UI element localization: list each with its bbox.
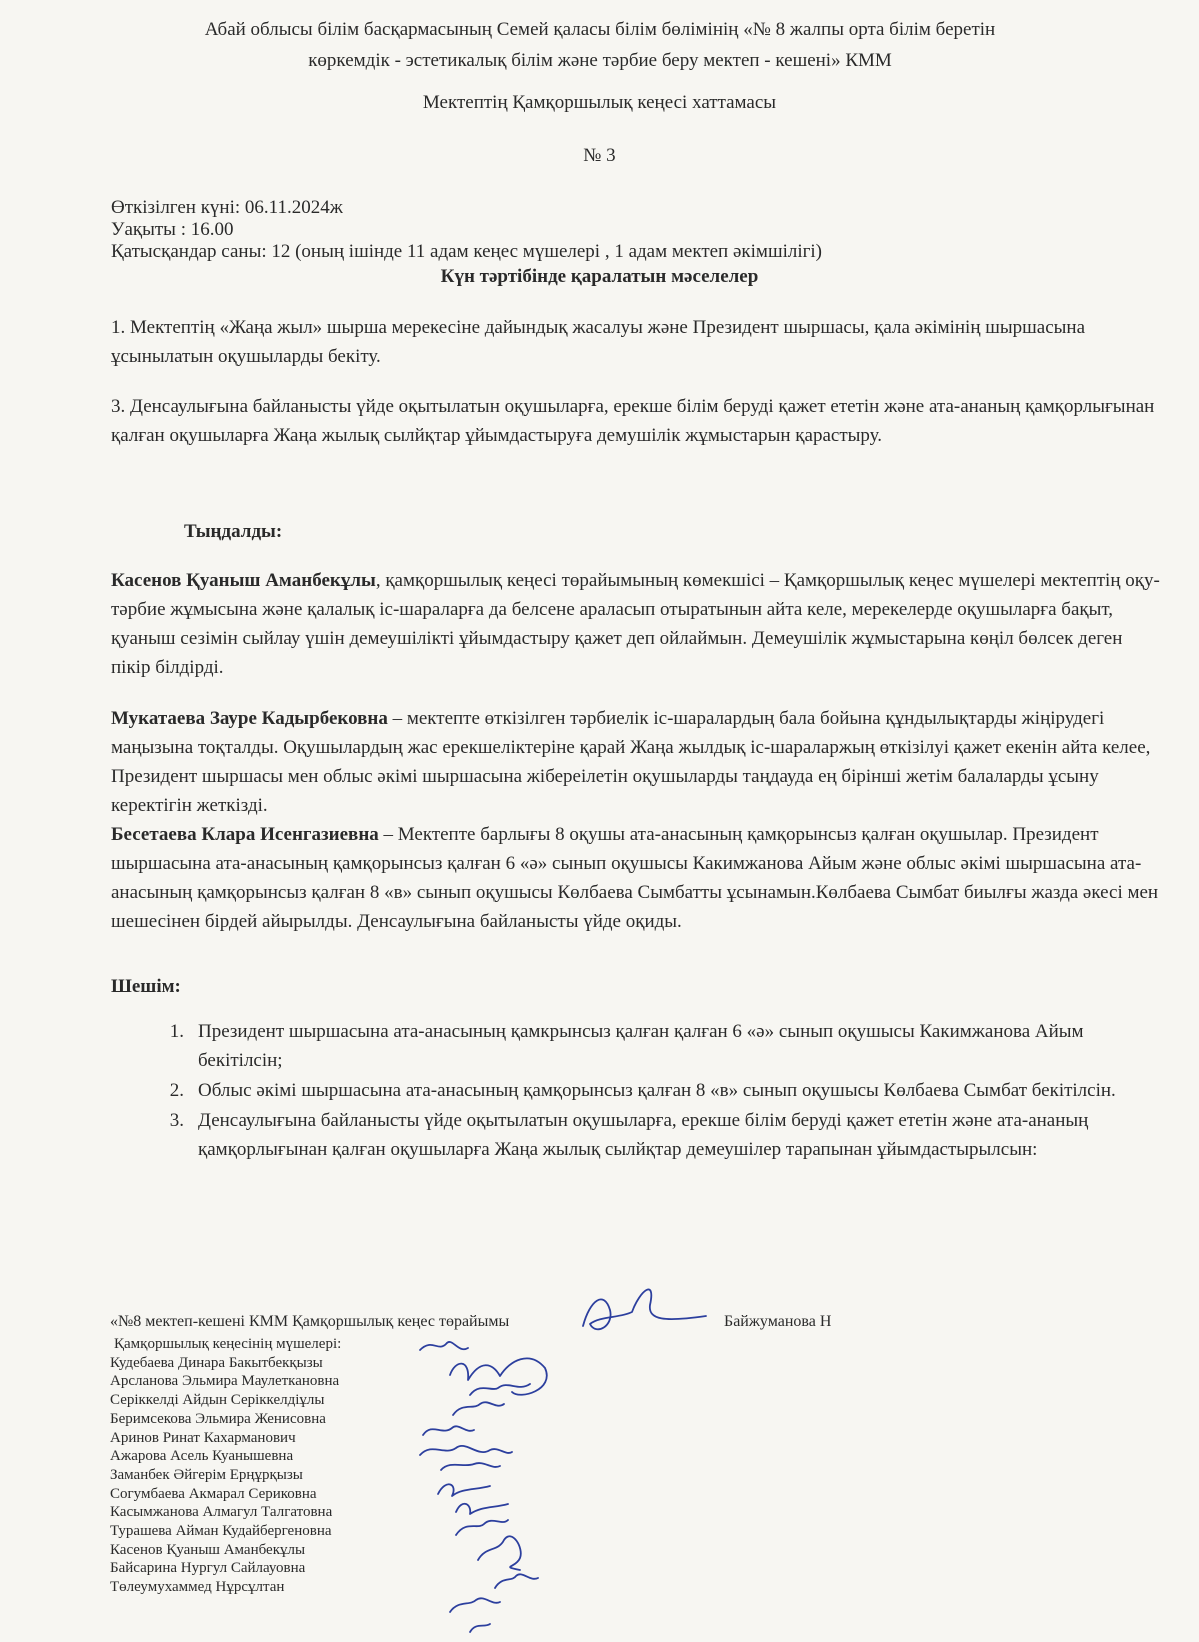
meeting-date: Өткізілген күні: 06.11.2024ж <box>111 197 343 218</box>
decision-text: Облыс әкімі шыршасына ата-анасының қамқорынсыз қалған 8 «в» сынып оқушысы Көлбаева Сымбат бекітілсін. <box>198 1080 1116 1101</box>
members-list <box>110 1335 341 1597</box>
signature-icon <box>456 1520 508 1535</box>
decision-item-1 <box>140 1017 1160 1075</box>
chair-label: «№8 мектеп-кешені КММ Қамқоршылық кеңес төрайымы <box>110 1313 510 1330</box>
protocol-number: № 3 <box>583 145 616 166</box>
decision-heading: Шешім: <box>111 976 181 997</box>
signature-icon <box>470 1384 530 1395</box>
decision-number: 3. <box>169 1110 184 1131</box>
chair-name: Байжуманова Н <box>724 1313 832 1330</box>
members-label: Қамқоршылық кеңесінің мүшелері: <box>114 1336 342 1352</box>
signature-ink-group <box>420 1289 706 1632</box>
speaker-name: Мукатаева Зауре Кадырбековна <box>111 708 388 729</box>
document-title: Мектептің Қамқоршылық кеңесі хаттамасы <box>422 92 777 113</box>
signature-icon <box>495 1574 538 1588</box>
decision-list <box>140 1017 1160 1165</box>
decision-item-2 <box>140 1076 1160 1105</box>
member-name: Аринов Ринат Кахарманович <box>110 1429 296 1446</box>
decision-number: 2. <box>169 1080 184 1101</box>
member-name: Арсланова Эльмира Маулеткановна <box>110 1373 340 1390</box>
member-name: Беримсекова Эльмира Женисовна <box>110 1410 326 1427</box>
speech-3 <box>111 820 1161 936</box>
member-name: Согумбаева Акмарал Сериковна <box>110 1485 317 1502</box>
member-name: Кудебаева Динара Бакытбекқызы <box>110 1354 323 1371</box>
decision-text: Президент шыршасына ата-анасының қамкрынсыз қалған қалған 6 «ә» сынып оқушысы Какимжанова Айым бекітілсін; <box>198 1021 1084 1071</box>
signature-icon <box>453 1402 504 1415</box>
member-name: Серіккелді Айдын Серіккелдіұлы <box>110 1392 325 1409</box>
signature-icon <box>456 1504 508 1514</box>
speaker-name: Бесетаева Клара Исенгазиевна <box>111 824 379 845</box>
decision-number: 1. <box>169 1021 184 1042</box>
speech-text: , қамқоршылық кеңесі төрайымының көмекшісі – Қамқоршылық кеңес мүшелері мектептің оқу-тәрбие жұмысына және қалалық іс-шараларға да белсене араласып отыратынын айта келе, мерекелерде оқушыларға бақыт, қуаныш сезімін сыйлау үшін демеушілікті ұйымдастыру қажет деп ойлаймын. Демеушілік жұмыстарына көңіл бөлсек деген пікір білдірді. <box>111 570 1160 678</box>
member-name: Ажарова Асель Куанышевна <box>110 1448 294 1465</box>
heard-heading: Тыңдалды: <box>184 521 283 542</box>
member-name: Касымжанова Алмагул Талгатовна <box>110 1504 333 1521</box>
speech-1 <box>111 566 1161 682</box>
decision-item-3 <box>140 1106 1160 1164</box>
meeting-meta <box>111 197 1111 263</box>
signature-icon <box>478 1536 521 1570</box>
member-name: Төлеумухаммед Нұрсұлтан <box>110 1579 285 1596</box>
member-name: Турашева Айман Кудайбергеновна <box>110 1523 332 1540</box>
signature-icon <box>438 1484 490 1496</box>
member-name: Касенов Қуаныш Аманбекұлы <box>110 1541 306 1558</box>
chair-signature-line <box>110 1313 1070 1331</box>
meeting-time: Уақыты : 16.00 <box>111 219 234 240</box>
agenda-heading: Күн тәртібінде қаралатын мәселелер <box>440 266 759 287</box>
signature-icon <box>441 1463 500 1470</box>
header-line-2: көркемдік - эстетикалық білім және тәрбие беру мектеп - кешені» КММ <box>308 50 892 71</box>
agenda-item-1: 1. Мектептің «Жаңа жыл» шырша мерекесіне дайындық жасалуы және Президент шыршасы, қала әкімінің шыршасына ұсынылатын оқушыларды бекіту. <box>111 317 1086 367</box>
document-header <box>140 14 1060 76</box>
speech-2 <box>111 704 1161 820</box>
signature-icon <box>420 1342 468 1350</box>
signature-icon <box>450 1598 500 1612</box>
agenda-item-3: 3. Денсаулығына байланысты үйде оқытылатын оқушыларға, ерекше білім беруді қажет ететін және ата-ананың қамқорлығынан қалған оқушыларға Жаңа жылық сылйқтар ұйымдастыруға демушілік жұмыстарын қарастыру. <box>111 396 1155 446</box>
signature-icon <box>420 1446 512 1455</box>
speaker-name: Касенов Қуаныш Аманбекұлы <box>111 570 376 591</box>
signature-icon <box>470 1624 490 1632</box>
signature-icon <box>423 1426 474 1435</box>
member-name: Байсарина Нургул Сайлауовна <box>110 1560 306 1577</box>
signature-icon <box>450 1358 547 1394</box>
meeting-participants: Қатысқандар саны: 12 (оның ішінде 11 адам кеңес мүшелері , 1 адам мектеп әкімшілігі) <box>111 241 823 262</box>
decision-text: Денсаулығына байланысты үйде оқытылатын оқушыларға, ерекше білім беруді қажет ететін және ата-ананың қамқорлығынан қалған оқушыларға Жаңа жылық сылйқтар демеушілер тарапынан ұйымдастырылсын: <box>198 1110 1089 1160</box>
speech-text: – мектепте өткізілген тәрбиелік іс-шаралардың бала бойына құндылықтарды жіңірудегі маңызына тоқталды. Оқушылардың жас ерекшеліктеріне қарай Жаңа жылдық іс-шараларжың өткізілуі қажет екенін айта келее, Президент шыршасы мен облыс әкімі шыршасына жібереілетін оқушыларды таңдауда ең бірінші жетім балаларды ұсыну керектігін жеткізді. <box>111 708 1151 816</box>
speech-text: – Мектепте барлығы 8 оқушы ата-анасының қамқорынсыз қалған оқушылар. Президент шыршасына ата-анасының қамқорынсыз қалған 6 «ә» сынып оқушысы Какимжанова Айым және облыс әкімі шыршасына ата-анасының қамқорынсыз қалған 8 «в» сынып оқушысы Көлбаева Сымбатты ұсынамын.Көлбаева Сымбат биылғы жазда әкесі мен шешесінен бірдей айырылды. Денсаулығына байланысты үйде оқиды. <box>111 824 1159 932</box>
member-name: Заманбек Әйгерім Ерңұрқызы <box>110 1466 303 1483</box>
header-line-1: Абай облысы білім басқармасының Семей қаласы білім бөлімінің «№ 8 жалпы орта білім беретін <box>204 19 996 40</box>
